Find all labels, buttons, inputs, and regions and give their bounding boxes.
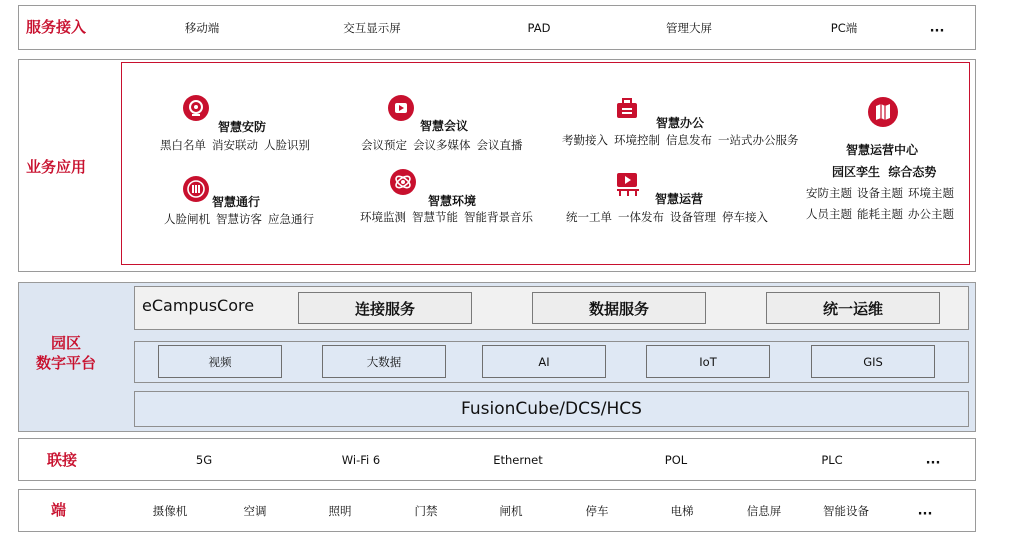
endpoint-label: 端 <box>51 501 67 519</box>
app-sub-item: 消安联动 <box>212 138 258 152</box>
app-title: 智慧安防 <box>218 120 267 134</box>
ops-topic: 办公主题 <box>908 207 954 221</box>
app-title: 智慧会议 <box>420 119 469 133</box>
app-subs <box>160 137 316 153</box>
app-sub-item: 智能背景音乐 <box>464 210 533 224</box>
platform-label-line: 园区 <box>50 334 81 352</box>
app-sub-item: 停车接入 <box>722 210 768 224</box>
endpoint-item: 智能设备 <box>823 503 869 518</box>
endpoint-item: 闸机 <box>499 503 523 518</box>
ops-topic: 能耗主题 <box>857 207 903 221</box>
map-icon <box>868 97 898 127</box>
infra-box: FusionCube/DCS/HCS <box>134 391 969 427</box>
endpoint-item-more: ... <box>917 503 933 518</box>
ops-center-subtitle-item: 园区孪生 <box>832 165 881 179</box>
app-subs <box>164 211 320 227</box>
app-sub-item: 一站式办公服务 <box>718 133 799 147</box>
service-data: 数据服务 <box>532 292 706 324</box>
service-connection: 连接服务 <box>298 292 472 324</box>
ops-topic: 设备主题 <box>857 186 903 200</box>
environment-icon <box>390 169 416 195</box>
tech-chip: IoT <box>646 345 770 378</box>
connect-item: 5G <box>195 452 213 467</box>
app-sub-item: 会议多媒体 <box>413 138 471 152</box>
service-item: PAD <box>527 20 551 35</box>
app-title: 智慧运营 <box>655 192 704 206</box>
app-subs <box>360 209 539 225</box>
tech-chip: GIS <box>811 345 935 378</box>
connect-items <box>19 439 975 480</box>
platform-label <box>30 333 102 373</box>
service-item: 管理大屏 <box>666 20 712 35</box>
briefcase-icon <box>614 95 640 121</box>
connect-band <box>18 438 976 481</box>
tech-chip: 视频 <box>158 345 282 378</box>
app-sub-item: 环境控制 <box>614 133 660 147</box>
ops-center-subtitle-item: 综合态势 <box>888 165 937 179</box>
app-title: 智慧环境 <box>428 194 477 208</box>
connect-item: POL <box>664 452 688 467</box>
ops-center-line <box>806 206 959 222</box>
ops-topic: 安防主题 <box>806 186 852 200</box>
service-access-band <box>18 5 976 50</box>
core-name: eCampusCore <box>142 296 255 315</box>
endpoint-item: 信息屏 <box>746 503 782 518</box>
app-title: 智慧办公 <box>656 116 705 130</box>
app-sub-item: 会议直播 <box>476 138 523 152</box>
endpoint-item: 空调 <box>243 503 267 518</box>
service-ops: 统一运维 <box>766 292 940 324</box>
app-sub-item: 智慧节能 <box>412 210 458 224</box>
ops-topic: 环境主题 <box>908 186 954 200</box>
connect-label: 联接 <box>47 451 78 469</box>
connect-item-more: ... <box>925 452 941 467</box>
endpoint-item: 停车 <box>585 503 609 518</box>
platform-label-line: 数字平台 <box>35 354 96 372</box>
service-item: 移动端 <box>184 20 220 35</box>
ops-center-title: 智慧运营中心 <box>846 143 919 157</box>
app-subs <box>361 137 529 153</box>
connect-item: Ethernet <box>493 452 543 467</box>
tech-chip: AI <box>482 345 606 378</box>
app-sub-item: 黑白名单 <box>160 138 206 152</box>
connect-item: Wi-Fi 6 <box>341 452 381 467</box>
app-title: 智慧通行 <box>212 195 261 209</box>
app-sub-item: 人脸闸机 <box>164 212 210 226</box>
app-sub-item: 人脸识别 <box>264 138 310 152</box>
service-item-more: ... <box>929 20 945 35</box>
app-sub-item: 设备管理 <box>670 210 716 224</box>
app-sub-item: 智慧访客 <box>216 212 262 226</box>
endpoint-item: 门禁 <box>414 503 438 518</box>
endpoint-band <box>18 489 976 532</box>
app-sub-item: 统一工单 <box>566 210 612 224</box>
ops-topic: 人员主题 <box>806 207 852 221</box>
ops-center-line <box>806 185 959 201</box>
ops-center-subtitle <box>832 163 936 180</box>
tech-chip: 大数据 <box>322 345 446 378</box>
service-access-items <box>19 6 975 49</box>
app-sub-item: 考勤接入 <box>562 133 608 147</box>
video-play-icon <box>388 95 414 121</box>
connect-item: PLC <box>821 452 843 467</box>
business-label: 业务应用 <box>26 158 87 176</box>
endpoint-items <box>19 490 975 531</box>
operations-icon <box>614 171 640 197</box>
app-subs <box>566 209 774 225</box>
app-sub-item: 一体发布 <box>618 210 664 224</box>
app-sub-item: 环境监测 <box>360 210 406 224</box>
app-subs <box>562 132 805 148</box>
service-item: PC端 <box>830 20 858 35</box>
app-sub-item: 信息发布 <box>666 133 712 147</box>
gate-icon <box>183 176 209 202</box>
app-sub-item: 会议预定 <box>361 138 407 152</box>
app-sub-item: 应急通行 <box>268 212 314 226</box>
endpoint-item: 电梯 <box>670 503 694 518</box>
camera-icon <box>183 95 209 121</box>
endpoint-item: 照明 <box>328 503 352 518</box>
endpoint-item: 摄像机 <box>152 503 188 518</box>
service-access-label: 服务接入 <box>26 18 87 36</box>
service-item: 交互显示屏 <box>343 20 401 35</box>
